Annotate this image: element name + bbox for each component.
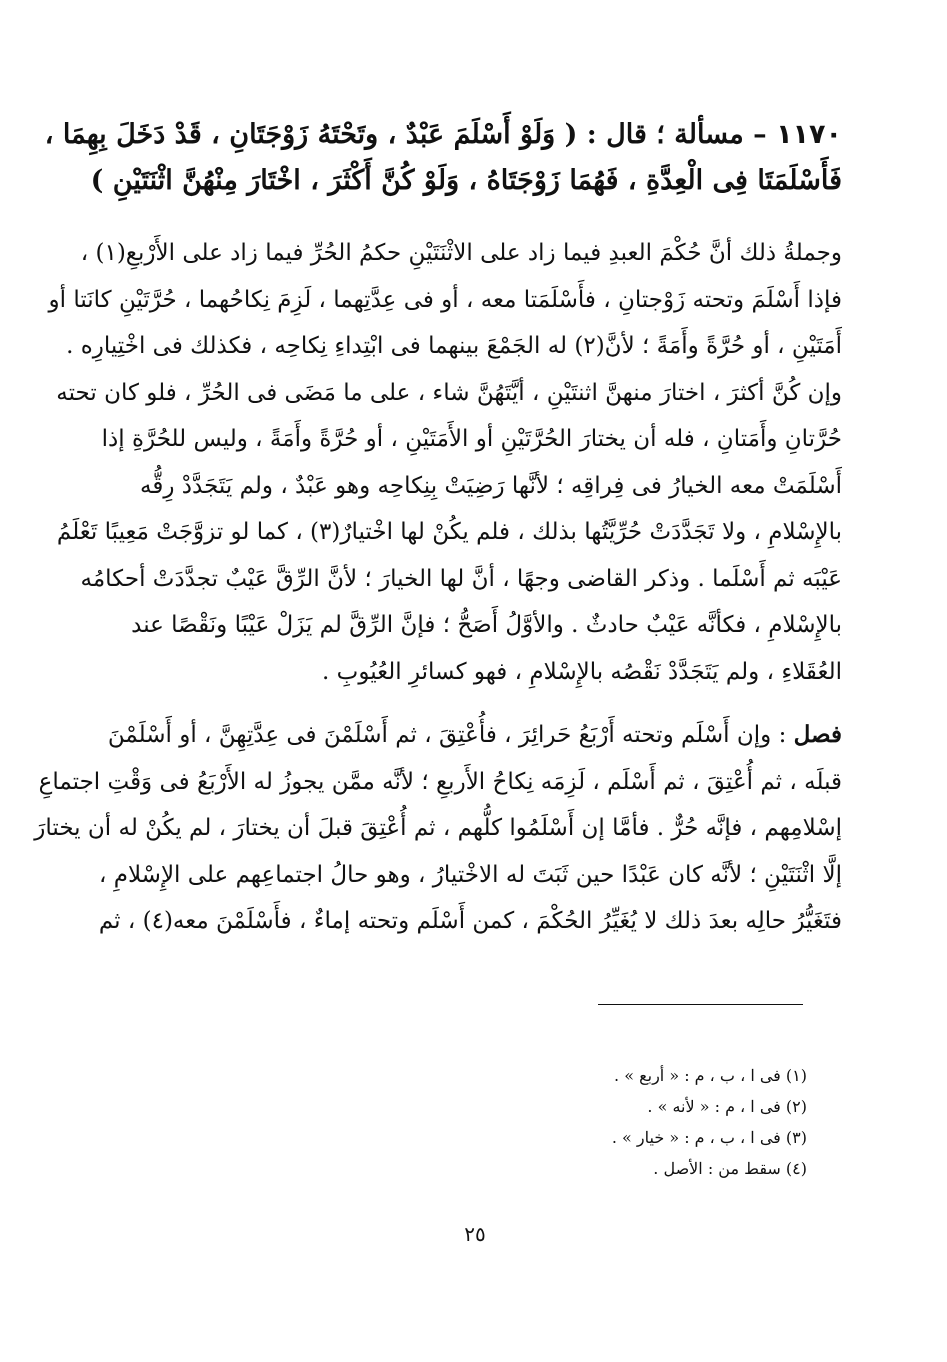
section-label: فصل <box>793 721 842 748</box>
paragraph-line <box>100 712 842 759</box>
paragraph-line: أَمَتَيْنِ ، أو حُرَّةً وأَمَةً ؛ لأنَّ(٢) له الجَمْعَ بينهما فى ابْتِداءِ نِكاحِه ، فكذلك فى اخْتِيارِه . <box>66 333 842 359</box>
paragraph-1 <box>48 230 842 695</box>
paragraph-line: قبلَه ، ثم أُعْتِقَ ، ثم أَسْلَم ، لَزِمَه نِكاحُ الأَربعِ ؛ لأنَّه ممَّن يجوزُ له الأَرْبَعُ فى وَقْتِ اجتماعِ <box>38 768 842 795</box>
paragraph-line: بالإِسْلامِ ، فكأنَّه عَيْبٌ حادثٌ . والأوَّلُ أَصَحُّ ؛ فإنَّ الرِّقَّ لم يَزَلْ عَيْبًا ونَقْصًا عند <box>131 612 842 638</box>
footnote: (٤) سقط من : الأصل . <box>653 1159 807 1178</box>
footnotes <box>507 1060 807 1184</box>
paragraph-line: حُرَّتانِ وأَمَتانِ ، فله أن يختارَ الحُرَّتَيْنِ أو الأَمَتَيْنِ ، أو حُرَّةً وأَمَةً ، وليس للحُرَّةِ إذا <box>101 426 842 452</box>
heading-line-2: فَأَسْلَمَتَا فِى الْعِدَّةِ ، فَهُمَا زَوْجَتَاهُ ، وَلَوْ كُنَّ أَكْثَرَ ، اخْتَارَ مِنْهُنَّ اثْنَتَيْنِ ) <box>90 165 842 196</box>
paragraph-line: بالإِسْلامِ ، ولا تَجَدَّدَتْ حُرِّيَّتُها بذلك ، فلم يكُنْ لها اخْتيارٌ(٣) ، كما لو تزوَّجَتْ مَعِيبًا تَعْلَمُ <box>56 519 842 545</box>
paragraph-line: أَسْلَمَتْ معه الخيارُ فى فِراقِه ؛ لأنَّها رَضِيَتْ بِنِكاحِه وهو عَبْدٌ ، ولم يَتَجَدَّدْ رِقُّه <box>140 472 842 499</box>
paragraph-2 <box>34 712 842 945</box>
paragraph-line: إلَّا اثْنَتَيْنِ ؛ لأنَّه كان عَبْدًا حين ثَبَتَ له الاخْتيارُ ، وهو حالُ اجتماعِهم على الإِسْلامِ ، <box>98 861 842 888</box>
issue-heading <box>44 112 842 204</box>
heading-line-1 <box>44 112 842 158</box>
paragraph-line: فتَغَيُّرُ حالِه بعدَ ذلك لا يُغَيِّرُ الحُكْمَ ، كمن أَسْلَم وتحته إماءٌ ، فأَسْلَمْنَ معه(٤) ، ثم <box>98 908 842 934</box>
paragraph-line: وإن كُنَّ أكثرَ ، اختارَ منهنَّ اثنتَيْنِ ، أيَّتَهُنَّ شاء ، على ما مَضَى فى الحُرِّ ، فلو كان تحته <box>56 379 842 406</box>
paragraph-line-text: : وإن أَسْلَم وتحته أَرْبَعُ حَرائِرَ ، فأُعْتِقَ ، ثم أَسْلَمْنَ فى عِدَّتِهِنَّ ، أو أَسْلَمْنَ <box>107 722 787 748</box>
footnote: (٢) فى ا ، م : « لأنه » . <box>647 1097 807 1116</box>
paragraph-line: وجملةُ ذلك أنَّ حُكْمَ العبدِ فيما زاد على الاثْنَتَيْنِ حكمُ الحُرِّ فيما زاد على الأَرْبعِ(١) ، <box>80 240 842 266</box>
footnote: (١) فى ا ، ب ، م : « أربع » . <box>614 1066 807 1085</box>
paragraph-line: عَيْبَه ثم أَسْلَما . وذكر القاضى وجهًا ، أنَّ لها الخيارَ ؛ لأنَّ الرِّقَّ عَيْبٌ تجدَّدَتْ أحكامُه <box>80 565 842 592</box>
issue-number: ١١٧٠ <box>776 119 842 150</box>
paragraph-line: العُقَلاءِ ، ولم يَتَجَدَّدْ نَقْصُه بالإِسْلامِ ، فهو كسائرِ العُيُوبِ . <box>322 658 842 685</box>
paragraph-line: إسْلامِهم ، فإنَّه حُرٌّ . فأمَّا إن أَسْلَمُوا كلُّهم ، ثم أُعْتِقَ قبلَ أن يختارَ ، لم يكُنْ له أن يختارَ <box>34 815 842 841</box>
heading-line-1-text: – مسألة ؛ قال : ( وَلَوْ أَسْلَمَ عَبْدٌ ، وتَحْتَهُ زَوْجَتَانِ ، قَدْ دَخَلَ بِهِمَا ، <box>44 119 767 150</box>
paragraph-line: فإذا أَسْلَمَ وتحته زَوْجتانِ ، فأَسْلَمَتا معه ، أو فى عِدَّتِهما ، لَزِمَ نِكاحُهما ، حُرَّتَيْنِ كانَتا أو <box>48 286 842 313</box>
footnote-divider <box>598 1004 803 1005</box>
page-number: ٢٥ <box>464 1222 486 1246</box>
footnote: (٣) فى ا ، ب ، م : « خيار » . <box>611 1128 807 1147</box>
